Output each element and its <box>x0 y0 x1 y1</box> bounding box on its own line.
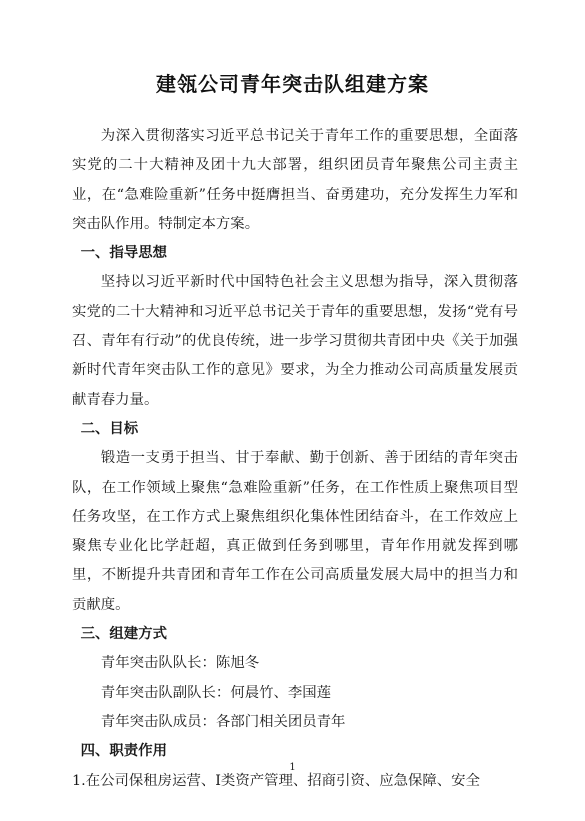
section-heading-goals: 二、目标 <box>80 420 139 437</box>
team-members-line: 青年突击队成员：各部门相关团员青年 <box>100 713 346 730</box>
team-deputy-leader-line: 青年突击队副队长：何晨竹、李国莲 <box>100 684 332 701</box>
page-number: 1 <box>289 762 296 773</box>
responsibilities-paragraph: 1.在公司保租房运营、Ⅰ类资产管理、招商引资、应急保障、安全 <box>72 772 480 789</box>
section-heading-formation: 三、组建方式 <box>80 626 167 643</box>
document-body <box>72 122 518 796</box>
guiding-ideology-paragraph: 坚持以习近平新时代中国特色社会主义思想为指导，深入贯彻落实党的二十大精神和习近平总书记关于青年的重要思想，发扬“党有号召、青年有行动”的优良传统，进一步学习贯彻共青团中央《关于加强新时代青年突击队工作的意见》要求，为全力推动公司高质量发展贡献青春力量。 <box>72 274 518 408</box>
intro-paragraph: 为深入贯彻落实习近平总书记关于青年工作的重要思想，全面落实党的二十大精神及团十九大部署，组织团员青年聚焦公司主责主业，在“急难险重新”任务中挺膺担当、奋勇建功，充分发挥生力军和突击队作用。特制定本方案。 <box>72 128 518 232</box>
goals-paragraph: 锻造一支勇于担当、甘于奉献、勤于创新、善于团结的青年突击队，在工作领域上聚焦“急难险重新”任务，在工作性质上聚焦项目型任务攻坚，在工作方式上聚焦组织化集体性团结奋斗，在工作效应上聚焦专业化比学赶超，真正做到任务到哪里，青年作用就发挥到哪里，不断提升共青团和青年工作在公司高质量发展大局中的担当力和贡献度。 <box>72 450 518 613</box>
document-title: 建瓴公司青年突击队组建方案 <box>156 72 429 96</box>
section-heading-responsibilities: 四、职责作用 <box>80 743 167 760</box>
team-leader-line: 青年突击队队长：陈旭冬 <box>100 655 260 672</box>
section-heading-guiding-ideology: 一、指导思想 <box>80 245 167 262</box>
